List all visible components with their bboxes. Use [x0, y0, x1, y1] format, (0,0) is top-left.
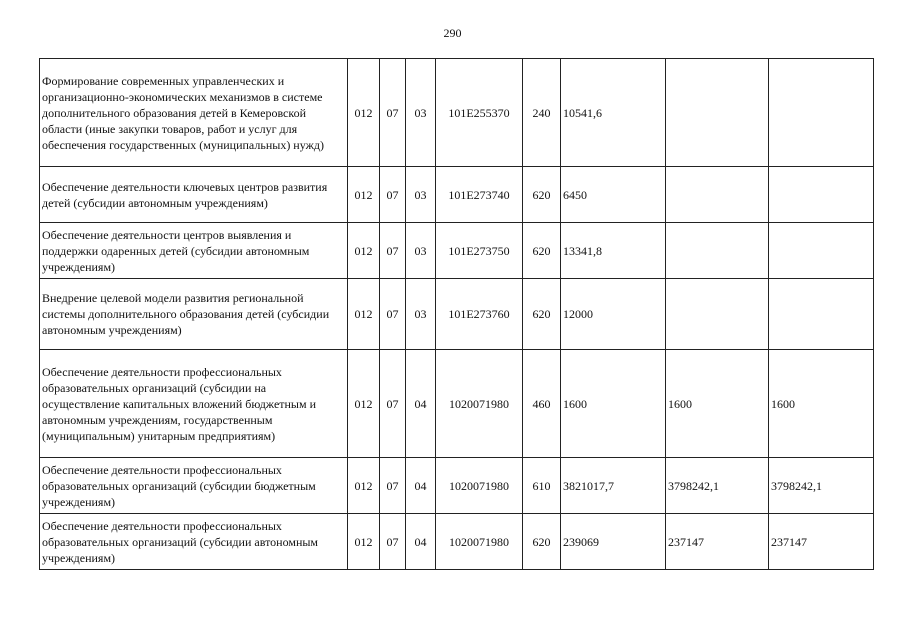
cell-target-article: 101E273740: [436, 167, 523, 223]
cell-target-article: 1020071980: [436, 350, 523, 458]
cell-expense-type: 620: [523, 279, 561, 350]
budget-table: [39, 58, 874, 570]
cell-amount-year1: 6450: [561, 167, 666, 223]
cell-expense-type: 460: [523, 350, 561, 458]
cell-amount-year3: [769, 167, 874, 223]
table-row: [40, 350, 874, 458]
cell-amount-year2: 3798242,1: [666, 458, 769, 514]
table-row: [40, 59, 874, 167]
cell-amount-year1: 13341,8: [561, 223, 666, 279]
cell-target-article: 101E255370: [436, 59, 523, 167]
cell-target-article: 1020071980: [436, 514, 523, 570]
table-row: [40, 514, 874, 570]
cell-amount-year3: 237147: [769, 514, 874, 570]
cell-grbs: 012: [348, 458, 380, 514]
cell-section: 07: [380, 279, 406, 350]
cell-amount-year1: 3821017,7: [561, 458, 666, 514]
row-description: Обеспечение деятельности профессиональных образовательных организаций (субсидии на осуществление капитальных вложений бюджетным и автономным учреждениям, государственным (муниципальным) унитарным предприятиям): [40, 350, 348, 458]
cell-subsection: 03: [406, 279, 436, 350]
cell-grbs: 012: [348, 59, 380, 167]
row-description: Обеспечение деятельности профессиональных образовательных организаций (субсидии автономным учреждениям): [40, 514, 348, 570]
cell-amount-year3: 3798242,1: [769, 458, 874, 514]
cell-grbs: 012: [348, 514, 380, 570]
cell-expense-type: 610: [523, 458, 561, 514]
cell-subsection: 03: [406, 59, 436, 167]
cell-subsection: 04: [406, 458, 436, 514]
cell-target-article: 1020071980: [436, 458, 523, 514]
cell-amount-year1: 12000: [561, 279, 666, 350]
table-row: [40, 279, 874, 350]
cell-amount-year3: 1600: [769, 350, 874, 458]
table-row: [40, 167, 874, 223]
cell-section: 07: [380, 167, 406, 223]
row-description: Обеспечение деятельности ключевых центров развития детей (субсидии автономным учреждениям): [40, 167, 348, 223]
cell-amount-year2: [666, 167, 769, 223]
cell-amount-year2: [666, 279, 769, 350]
cell-subsection: 04: [406, 350, 436, 458]
cell-section: 07: [380, 223, 406, 279]
cell-section: 07: [380, 350, 406, 458]
row-description: Внедрение целевой модели развития региональной системы дополнительного образования детей (субсидии автономным учреждениям): [40, 279, 348, 350]
cell-expense-type: 620: [523, 223, 561, 279]
cell-grbs: 012: [348, 223, 380, 279]
table-row: [40, 458, 874, 514]
cell-grbs: 012: [348, 167, 380, 223]
cell-amount-year3: [769, 223, 874, 279]
cell-grbs: 012: [348, 279, 380, 350]
cell-section: 07: [380, 59, 406, 167]
table-row: [40, 223, 874, 279]
page-number: 290: [443, 26, 462, 40]
cell-amount-year1: 1600: [561, 350, 666, 458]
cell-amount-year1: 239069: [561, 514, 666, 570]
cell-target-article: 101E273750: [436, 223, 523, 279]
row-description: Обеспечение деятельности профессиональных образовательных организаций (субсидии бюджетным учреждениям): [40, 458, 348, 514]
cell-amount-year1: 10541,6: [561, 59, 666, 167]
cell-amount-year2: [666, 59, 769, 167]
cell-subsection: 03: [406, 167, 436, 223]
cell-grbs: 012: [348, 350, 380, 458]
cell-expense-type: 620: [523, 514, 561, 570]
cell-section: 07: [380, 514, 406, 570]
cell-section: 07: [380, 458, 406, 514]
cell-amount-year3: [769, 59, 874, 167]
cell-target-article: 101E273760: [436, 279, 523, 350]
cell-amount-year2: [666, 223, 769, 279]
cell-expense-type: 620: [523, 167, 561, 223]
row-description: Формирование современных управленческих и организационно-экономических механизмов в системе дополнительного образования детей в Кемеровской области (иные закупки товаров, работ и услуг для обеспечения государственных (муниципальных) нужд): [40, 59, 348, 167]
cell-subsection: 03: [406, 223, 436, 279]
cell-amount-year3: [769, 279, 874, 350]
cell-amount-year2: 1600: [666, 350, 769, 458]
cell-expense-type: 240: [523, 59, 561, 167]
cell-amount-year2: 237147: [666, 514, 769, 570]
row-description: Обеспечение деятельности центров выявления и поддержки одаренных детей (субсидии автономным учреждениям): [40, 223, 348, 279]
cell-subsection: 04: [406, 514, 436, 570]
